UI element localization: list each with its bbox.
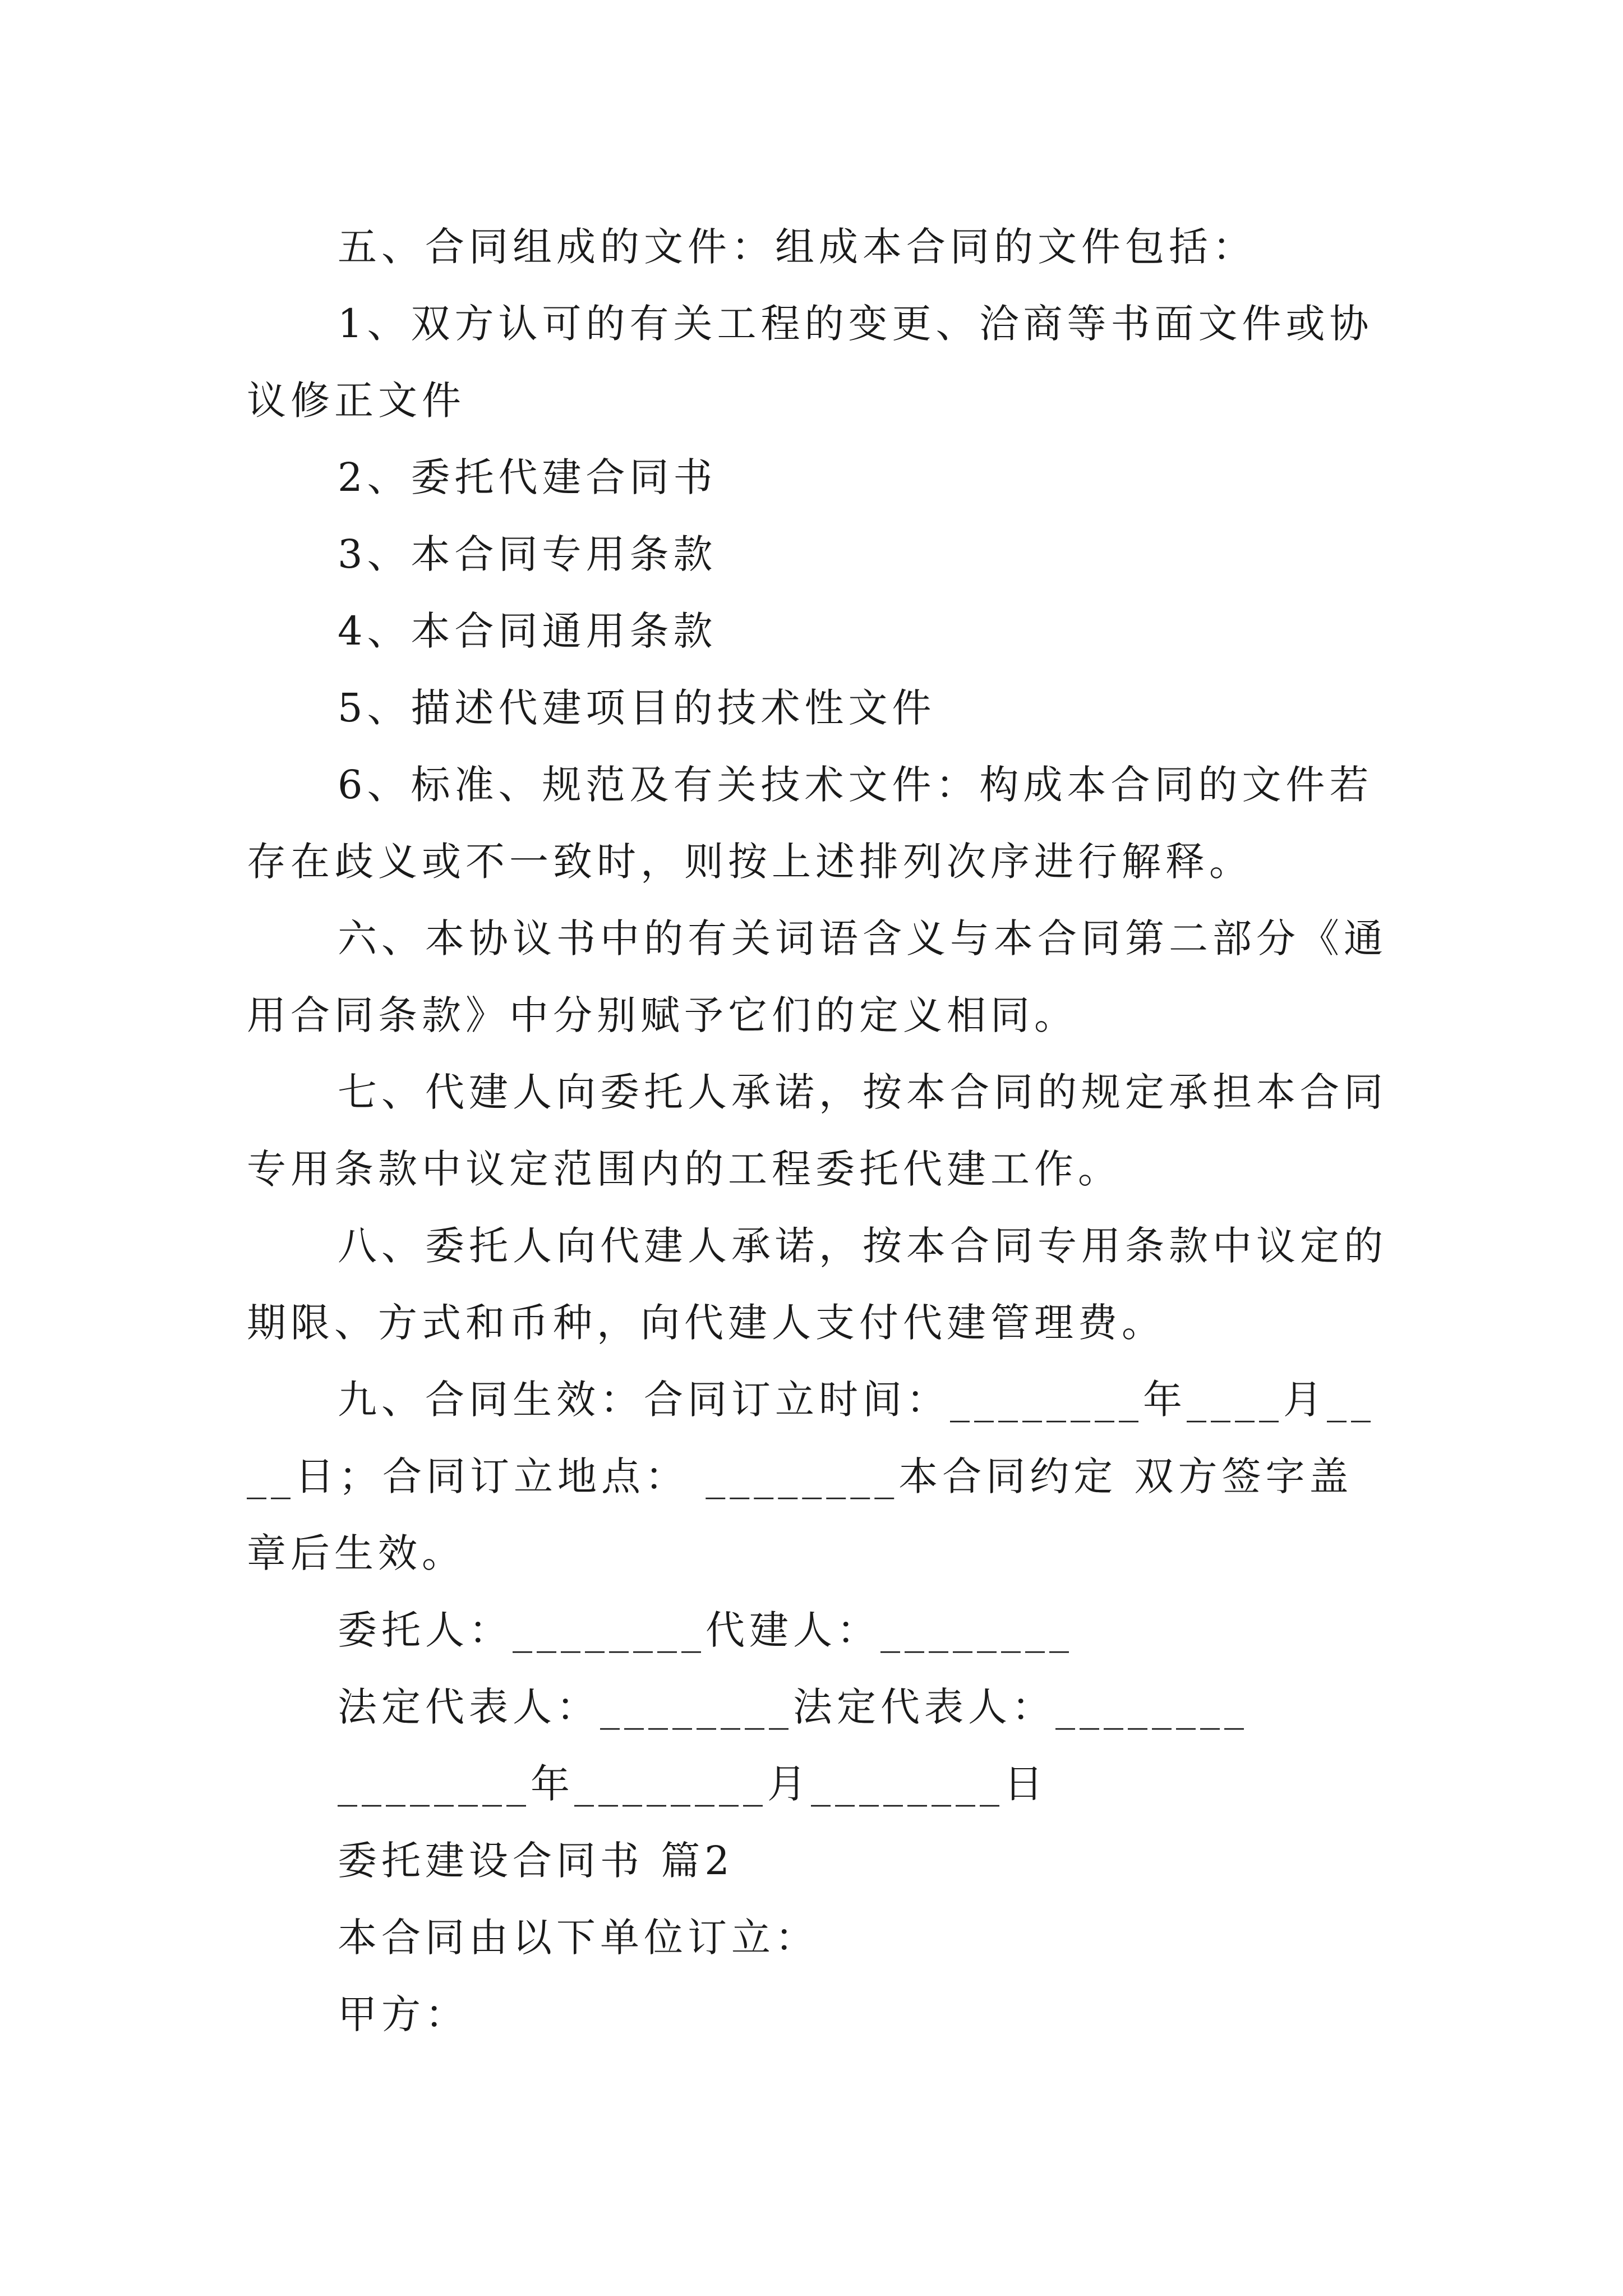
paragraph-clause-5: 五、合同组成的文件：组成本合同的文件包括： [338,224,1256,270]
signature-line-parties: 委托人：________代建人：________ [338,1607,1073,1653]
paragraph-item-6: 6、标准、规范及有关技术文件：构成本合同的文件若存在歧义或不一致时，则按上述排列次序进行解释。 [247,762,1373,885]
paragraph-item-1: 1、双方认可的有关工程的变更、洽商等书面文件或协议修正文件 [247,301,1373,424]
section-title: 委托建设合同书 篇2 [338,1838,734,1884]
paragraph-clause-8: 八、委托人向代建人承诺，按本合同专用条款中议定的期限、方式和币种，向代建人支付代建管理费。 [247,1223,1387,1346]
paragraph-clause-7: 七、代建人向委托人承诺，按本合同的规定承担本合同专用条款中议定范围内的工程委托代建工作。 [247,1069,1387,1192]
paragraph-item-4: 4、本合同通用条款 [338,608,717,654]
paragraph-item-3: 3、本合同专用条款 [338,531,717,577]
paragraph-clause-9: 九、合同生效：合同订立时间：________年____月____日；合同订立地点： ________本合同约定 双方签字盖章后生效。 [247,1377,1375,1576]
paragraph-item-2: 2、委托代建合同书 [338,454,717,500]
paragraph-item-5: 5、描述代建项目的技术性文件 [338,685,936,731]
closing-line-intro: 本合同由以下单位订立： [338,1915,819,1961]
signature-line-representatives: 法定代表人：________法定代表人：________ [338,1684,1248,1730]
signature-line-date: ________年________月________日 [338,1761,1048,1807]
closing-line-party-a: 甲方： [338,1991,469,2037]
document-body [247,209,1391,2053]
paragraph-clause-6: 六、本协议书中的有关词语含义与本合同第二部分《通用合同条款》中分别赋予它们的定义相同。 [247,915,1387,1038]
